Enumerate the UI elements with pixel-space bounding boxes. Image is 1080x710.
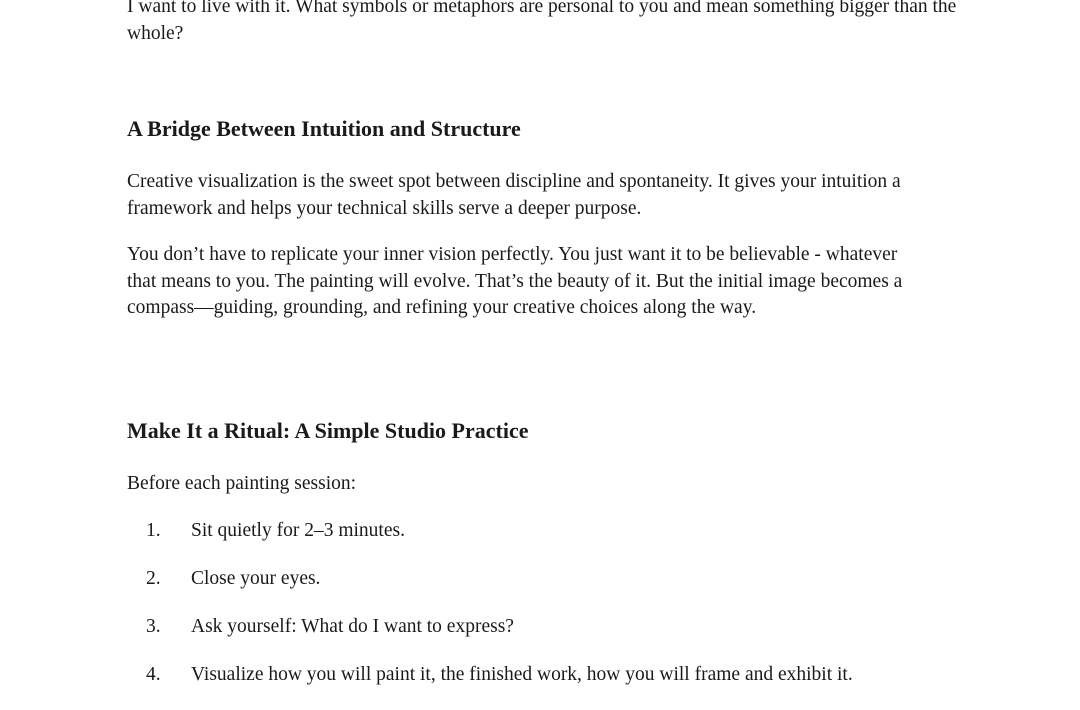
bridge-paragraph-2: You don’t have to replicate your inner vision perfectly. You just want it to be believable - whatever that means to you. The painting will evolve. That’s the beauty of it. But the initial image becomes a compass—guiding, grounding, and refining your creative choices along the way. [127, 244, 903, 318]
bridge-paragraph-1: Creative visualization is the sweet spot between discipline and spontaneity. It gives your intuition a framework and helps your technical skills serve a deeper purpose. [127, 171, 901, 219]
list-item-number: 3. [146, 616, 161, 637]
list-item [127, 518, 967, 566]
list-item [127, 566, 967, 614]
list-item-text: Sit quietly for 2–3 minutes. [191, 520, 405, 541]
list-item-text: Ask yourself: What do I want to express? [191, 616, 514, 637]
list-item-number: 1. [146, 520, 161, 541]
section-heading-ritual: Make It a Ritual: A Simple Studio Practice [127, 418, 529, 443]
ritual-steps-list [127, 518, 967, 710]
list-item-text: Close your eyes. [191, 568, 321, 589]
section-heading-bridge: A Bridge Between Intuition and Structure [127, 116, 521, 141]
ritual-lead-text: Before each painting session: [127, 473, 357, 494]
list-item-number: 4. [146, 664, 161, 685]
list-item [127, 614, 967, 662]
list-item-number: 2. [146, 568, 161, 589]
list-item-text: Visualize how you will paint it, the finished work, how you will frame and exhibit it. [191, 664, 853, 685]
intro-paragraph: I want to live with it. What symbols or metaphors are personal to you and mean something bigger than the whole? [127, 0, 957, 44]
list-item [127, 662, 967, 710]
